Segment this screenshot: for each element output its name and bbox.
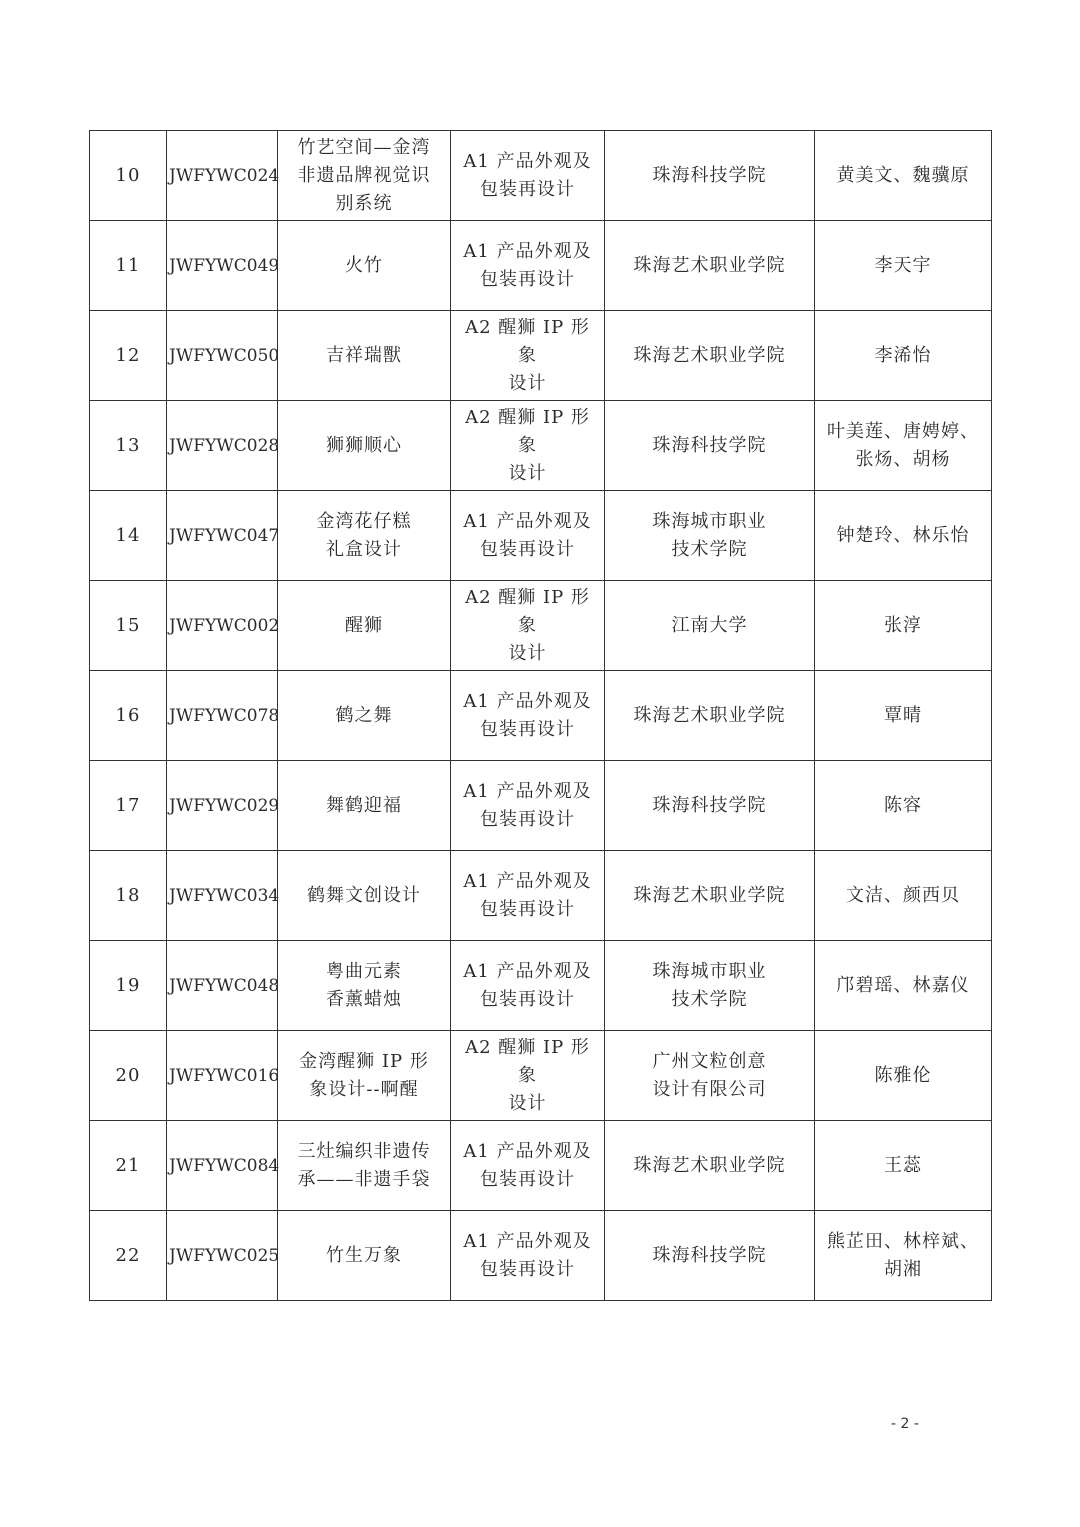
entry-code-cell: JWFYWC024 [167,131,278,221]
category-cell [451,1211,605,1301]
authors-cell [815,941,992,1031]
authors-line: 张炀、胡杨 [855,448,951,470]
organization-cell [605,221,815,311]
row-number-cell: 10 [90,131,167,221]
work-title-cell [278,581,451,671]
organization-line: 广州文粒创意 [652,1050,767,1072]
authors-cell [815,401,992,491]
category-line: A1 产品外观及 [463,690,592,712]
category-cell [451,311,605,401]
work-title-cell [278,851,451,941]
category-line: A1 产品外观及 [463,150,592,172]
work-title-line: 香薰蜡烛 [326,988,402,1010]
category-line: 包装再设计 [480,988,575,1010]
authors-line: 钟楚玲、林乐怡 [836,524,970,546]
category-line: A2 醒狮 IP 形象 [465,1036,590,1086]
work-title-line: 象设计--啊醒 [309,1078,419,1100]
category-cell [451,401,605,491]
authors-line: 李浠怡 [874,344,932,366]
organization-cell [605,1031,815,1121]
table-row [90,1121,992,1211]
entry-code-cell: JWFYWC047 [167,491,278,581]
authors-line: 黄美文、魏骥原 [836,164,970,186]
entry-code-cell: JWFYWC049 [167,221,278,311]
entry-code-cell: JWFYWC078 [167,671,278,761]
category-cell [451,581,605,671]
category-cell [451,761,605,851]
work-title-cell [278,221,451,311]
work-title-cell [278,401,451,491]
organization-line: 珠海城市职业 [652,960,767,982]
organization-line: 珠海科技学院 [652,794,767,816]
authors-line: 李天宇 [874,254,932,276]
organization-cell [605,1121,815,1211]
work-title-cell [278,1121,451,1211]
authors-line: 陈容 [884,794,922,816]
table-row [90,131,992,221]
table-row [90,1211,992,1301]
entry-code-cell: JWFYWC016 [167,1031,278,1121]
work-title-line: 竹生万象 [326,1244,402,1266]
awards-table-body [90,131,992,1301]
row-number-cell: 17 [90,761,167,851]
table-row [90,671,992,761]
category-cell [451,1121,605,1211]
authors-line: 叶美莲、唐娉婷、 [827,420,979,442]
work-title-line: 吉祥瑞獸 [326,344,402,366]
organization-cell [605,941,815,1031]
organization-line: 江南大学 [671,614,748,636]
row-number-cell: 12 [90,311,167,401]
organization-cell [605,671,815,761]
category-line: 包装再设计 [480,538,575,560]
organization-line: 珠海艺术职业学院 [633,254,786,276]
organization-cell [605,761,815,851]
category-cell [451,1031,605,1121]
work-title-line: 醒狮 [345,614,383,636]
organization-cell [605,491,815,581]
organization-line: 珠海艺术职业学院 [633,344,786,366]
work-title-line: 舞鹤迎福 [326,794,402,816]
row-number-cell: 11 [90,221,167,311]
entry-code-cell: JWFYWC084 [167,1121,278,1211]
category-line: A2 醒狮 IP 形象 [465,586,590,636]
entry-code-cell: JWFYWC025 [167,1211,278,1301]
authors-cell [815,311,992,401]
authors-line: 覃晴 [884,704,922,726]
organization-line: 珠海城市职业 [652,510,767,532]
organization-line: 技术学院 [671,988,748,1010]
entry-code-cell: JWFYWC002 [167,581,278,671]
work-title-line: 狮狮顺心 [326,434,402,456]
category-line: A1 产品外观及 [463,780,592,802]
category-line: A2 醒狮 IP 形象 [465,406,590,456]
authors-cell [815,761,992,851]
work-title-cell [278,131,451,221]
organization-line: 设计有限公司 [652,1078,767,1100]
table-row [90,491,992,581]
row-number-cell: 18 [90,851,167,941]
table-row [90,401,992,491]
authors-line: 张淳 [884,614,922,636]
entry-code-cell: JWFYWC048 [167,941,278,1031]
work-title-cell [278,1211,451,1301]
organization-cell [605,851,815,941]
category-cell [451,671,605,761]
category-line: 包装再设计 [480,178,575,200]
work-title-line: 鹤舞文创设计 [307,884,421,906]
work-title-line: 非遗品牌视觉识 [297,164,431,186]
authors-line: 熊芷田、林梓斌、 [827,1230,979,1252]
category-line: A1 产品外观及 [463,1230,592,1252]
row-number-cell: 19 [90,941,167,1031]
work-title-line: 三灶编织非遗传 [297,1140,431,1162]
organization-line: 珠海科技学院 [652,434,767,456]
entry-code-cell: JWFYWC050 [167,311,278,401]
category-line: 包装再设计 [480,808,575,830]
work-title-line: 承——非遗手袋 [297,1168,431,1190]
row-number-cell: 14 [90,491,167,581]
category-cell [451,221,605,311]
category-line: 包装再设计 [480,268,575,290]
organization-line: 珠海科技学院 [652,1244,767,1266]
awards-table [89,130,992,1301]
authors-line: 胡湘 [884,1258,922,1280]
row-number-cell: 21 [90,1121,167,1211]
page-number: - 2 - [891,1416,919,1432]
work-title-cell [278,941,451,1031]
authors-cell [815,1211,992,1301]
category-line: A2 醒狮 IP 形象 [465,316,590,366]
row-number-cell: 22 [90,1211,167,1301]
work-title-line: 金湾花仔糕 [316,510,412,532]
category-cell [451,131,605,221]
organization-line: 珠海艺术职业学院 [633,704,786,726]
category-line: A1 产品外观及 [463,960,592,982]
work-title-line: 粤曲元素 [326,960,402,982]
table-row [90,941,992,1031]
authors-cell [815,1121,992,1211]
category-line: 设计 [508,462,547,484]
category-line: A1 产品外观及 [463,240,592,262]
category-line: 设计 [508,372,547,394]
table-row [90,581,992,671]
category-cell [451,941,605,1031]
work-title-line: 礼盒设计 [326,538,402,560]
work-title-cell [278,311,451,401]
authors-cell [815,671,992,761]
category-cell [451,851,605,941]
work-title-line: 金湾醒狮 IP 形 [299,1050,429,1072]
category-line: A1 产品外观及 [463,510,592,532]
organization-cell [605,1211,815,1301]
entry-code-cell: JWFYWC029 [167,761,278,851]
row-number-cell: 15 [90,581,167,671]
table-row [90,1031,992,1121]
authors-line: 王蕊 [884,1154,922,1176]
category-line: 包装再设计 [480,898,575,920]
work-title-cell [278,1031,451,1121]
authors-cell [815,131,992,221]
row-number-cell: 16 [90,671,167,761]
authors-cell [815,851,992,941]
table-row [90,851,992,941]
category-line: 设计 [508,642,547,664]
organization-cell [605,581,815,671]
authors-cell [815,491,992,581]
category-line: 包装再设计 [480,718,575,740]
organization-cell [605,131,815,221]
category-cell [451,491,605,581]
organization-cell [605,401,815,491]
organization-line: 珠海科技学院 [652,164,767,186]
work-title-line: 火竹 [345,254,383,276]
organization-line: 珠海艺术职业学院 [633,884,786,906]
organization-cell [605,311,815,401]
organization-line: 技术学院 [671,538,748,560]
row-number-cell: 20 [90,1031,167,1121]
category-line: 设计 [508,1092,547,1114]
organization-line: 珠海艺术职业学院 [633,1154,786,1176]
category-line: A1 产品外观及 [463,870,592,892]
work-title-cell [278,671,451,761]
category-line: A1 产品外观及 [463,1140,592,1162]
authors-line: 邝碧瑶、林嘉仪 [836,974,970,996]
entry-code-cell: JWFYWC028 [167,401,278,491]
row-number-cell: 13 [90,401,167,491]
work-title-cell [278,491,451,581]
table-row [90,221,992,311]
entry-code-cell: JWFYWC034 [167,851,278,941]
authors-line: 文洁、颜西贝 [846,884,960,906]
authors-cell [815,1031,992,1121]
authors-cell [815,581,992,671]
authors-cell [815,221,992,311]
work-title-line: 别系统 [335,192,393,214]
work-title-cell [278,761,451,851]
work-title-line: 竹艺空间—金湾 [297,136,431,158]
work-title-line: 鹤之舞 [335,704,393,726]
category-line: 包装再设计 [480,1168,575,1190]
category-line: 包装再设计 [480,1258,575,1280]
authors-line: 陈雅伦 [874,1064,932,1086]
table-row [90,311,992,401]
table-row [90,761,992,851]
